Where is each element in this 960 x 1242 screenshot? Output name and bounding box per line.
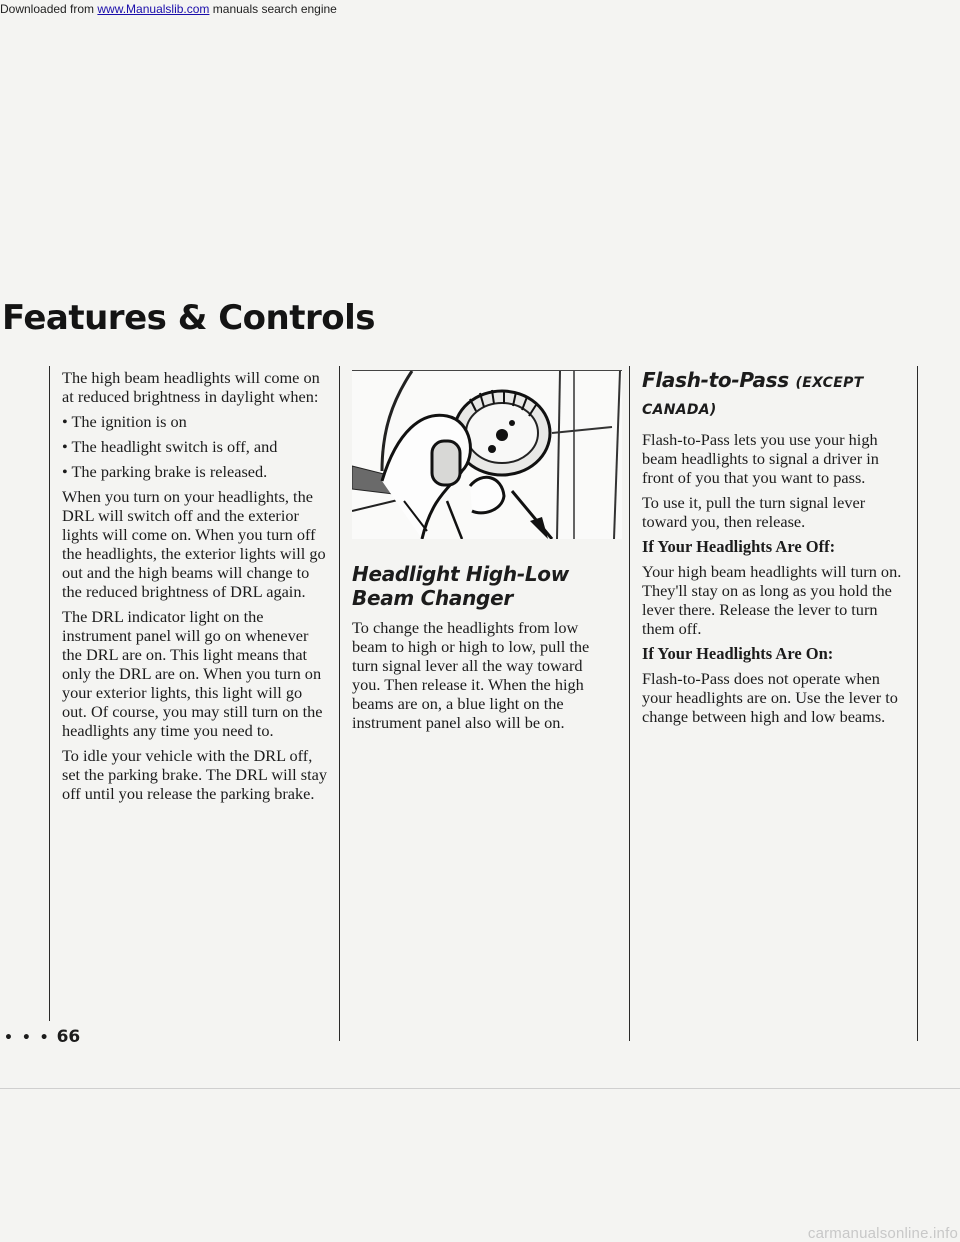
watermark-suffix: manuals search engine: [209, 2, 337, 16]
section-heading: Headlight High-Low Beam Changer: [352, 562, 569, 610]
turn-signal-lever-illustration: [352, 370, 622, 539]
paragraph: Flash-to-Pass lets you use your high beam headlights to signal a driver in front of you that you want to pass.: [642, 430, 879, 487]
column-rule-middle: [339, 366, 340, 1041]
paragraph: To change the headlights from low beam to high or high to low, pull the turn signal lever all the way toward you. Then release it. When the high beams are on, a blue light on the instrument panel also will be on.: [352, 618, 590, 732]
drl-intro: The high beam headlights will come on at reduced brightness in daylight when:: [62, 368, 320, 406]
page-number: [4, 1027, 80, 1047]
paragraph: When you turn on your headlights, the DRL will switch off and the exterior lights will come on. When you turn off the headlights, the exterior lights will go out and the high beams will change to the reduced brightness of DRL again.: [62, 487, 326, 601]
manualslib-link[interactable]: www.Manualslib.com: [97, 2, 210, 16]
bullet-item: • The headlight switch is off, and: [62, 437, 278, 456]
subheading-headlights-off: If Your Headlights Are Off:: [642, 537, 836, 556]
bullet-item: • The ignition is on: [62, 412, 187, 431]
heading-qualifier: (EXCEPT CANADA): [642, 375, 864, 418]
column-rule-right: [629, 366, 630, 1041]
carmanuals-watermark: carmanualsonline.info: [807, 1225, 958, 1242]
paragraph: The DRL indicator light on the instrument panel will go on whenever the DRL are on. This light means that only the DRL are on. When you turn on your exterior lights, this light will go out. Of course, you may still turn on the headlights any time you need to.: [62, 607, 323, 740]
download-watermark: [0, 2, 337, 16]
section-heading: [642, 368, 910, 422]
column-rule-far-right: [917, 366, 918, 1041]
watermark-prefix: Downloaded from: [0, 2, 98, 16]
paragraph: Flash-to-Pass does not operate when your headlights are on. Use the lever to change between high and low beams.: [642, 669, 898, 726]
column-flash-to-pass: [642, 368, 910, 732]
lever-drawing: [352, 371, 622, 539]
subheading-headlights-on: If Your Headlights Are On:: [642, 644, 834, 663]
page-title: Features & Controls: [2, 298, 375, 338]
bullet-item: • The parking brake is released.: [62, 462, 268, 481]
column-rule-left: [49, 366, 50, 1021]
page-dots: • • •: [4, 1030, 51, 1046]
heading-main: Flash-to-Pass: [642, 368, 789, 392]
paragraph: Your high beam headlights will turn on. They'll stay on as long as you hold the lever there. Release the lever to turn them off.: [642, 562, 902, 638]
column-beam-changer: [352, 562, 608, 738]
paragraph: To idle your vehicle with the DRL off, set the parking brake. The DRL will stay off until you release the parking brake.: [62, 746, 327, 803]
page-number-value: 66: [56, 1027, 81, 1047]
footer-divider: [0, 1088, 960, 1089]
paragraph: To use it, pull the turn signal lever toward you, then release.: [642, 493, 866, 531]
column-daytime-running-lights: [62, 368, 330, 809]
